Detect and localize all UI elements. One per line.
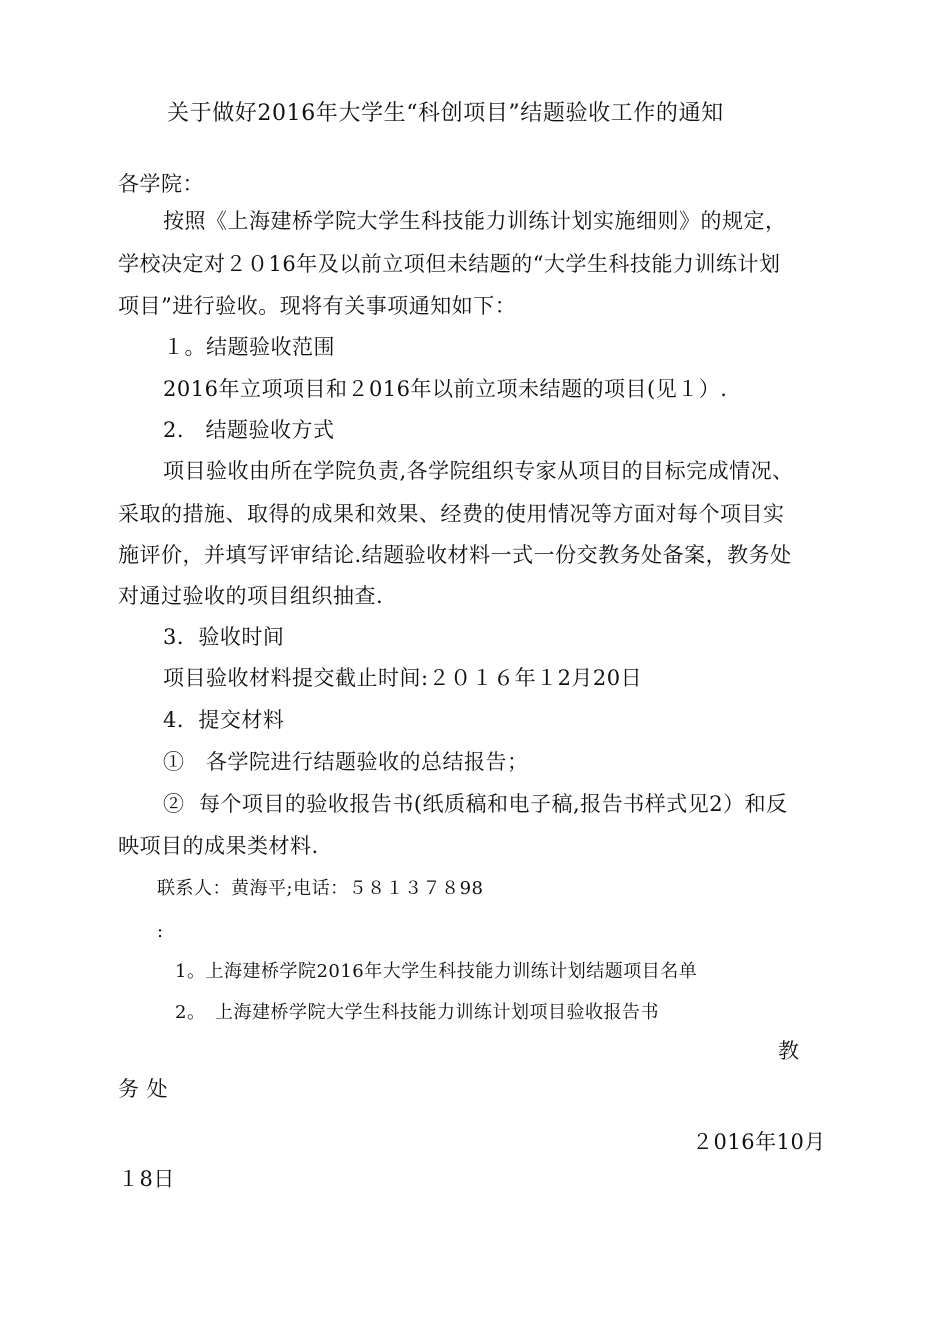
section-4-item-2-line-2: 映项目的成果类材料.: [118, 834, 319, 858]
attachments-colon: :: [157, 921, 164, 942]
section-1-body: 2016年立项项目和２016年以前立项未结题的项目(见１）.: [163, 377, 728, 401]
attachment-2: 2。 上海建桥学院大学生科技能力训练计划项目验收报告书: [175, 1002, 659, 1023]
section-2-body-line-4: 对通过验收的项目组织抽查.: [118, 584, 384, 608]
contact-info: 联系人：黄海平;电话：５８１３７８98: [157, 878, 484, 899]
document-title: 关于做好2016年大学生“科创项目”结题验收工作的通知: [167, 101, 724, 126]
attachment-1: 1。上海建桥学院2016年大学生科技能力训练计划结题项目名单: [175, 961, 698, 982]
section-4-item-2-line-1: ② 每个项目的验收报告书(纸质稿和电子稿,报告书样式见2）和反: [163, 792, 788, 816]
section-3-body: 项目验收材料提交截止时间:２０１６年１2月20日: [163, 666, 643, 690]
section-1-heading: １。结题验收范围: [163, 335, 335, 359]
date-part-1: ２016年10月: [692, 1130, 826, 1154]
section-2-body-line-3: 施评价，并填写评审结论.结题验收材料一式一份交教务处备案，教务处: [118, 543, 792, 567]
section-2-body-line-1: 项目验收由所在学院负责,各学院组织专家从项目的目标完成情况、: [163, 459, 794, 483]
salutation: 各学院：: [118, 172, 204, 196]
section-4-heading: 4．提交材料: [163, 708, 285, 732]
intro-line-1: 按照《上海建桥学院大学生科技能力训练计划实施细则》的规定，: [163, 209, 787, 233]
section-4-item-1: ① 各学院进行结题验收的总结报告；: [163, 750, 529, 774]
signature-office-part-2: 务 处: [118, 1077, 169, 1101]
section-2-heading: 2. 结题验收方式: [163, 418, 335, 442]
intro-line-3: 项目”进行验收。现将有关事项通知如下：: [118, 294, 517, 318]
section-3-heading: 3．验收时间: [163, 625, 285, 649]
section-2-body-line-2: 采取的措施、取得的成果和效果、经费的使用情况等方面对每个项目实: [118, 502, 785, 526]
intro-line-2: 学校决定对２０16年及以前立项但未结题的“大学生科技能力训练计划: [118, 252, 781, 276]
date-part-2: １8日: [118, 1167, 175, 1191]
signature-office-part-1: 教: [778, 1039, 800, 1063]
